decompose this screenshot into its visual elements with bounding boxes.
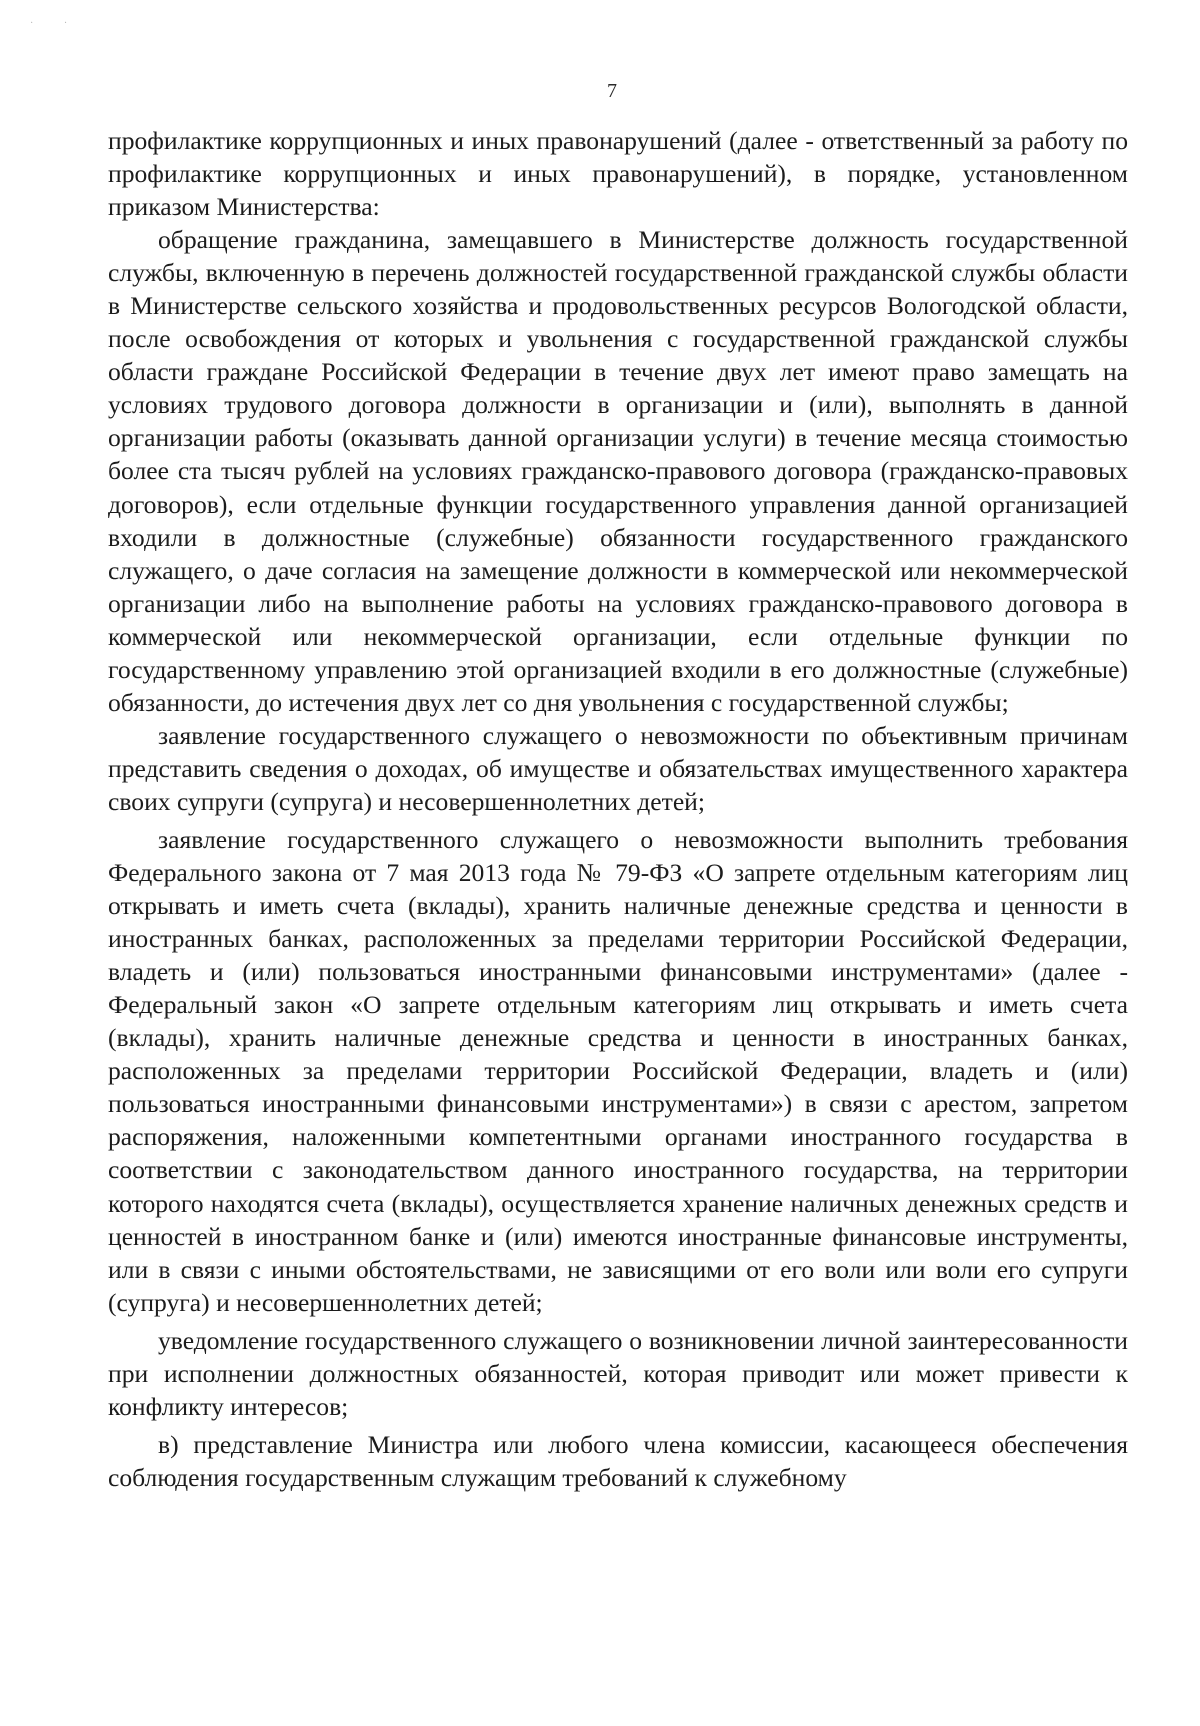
paragraph-citizen-appeal: обращение гражданина, замещавшего в Министерстве должность государственной службы, включенную в перечень должностей государственной гражданской службы области в Министерстве сельского хозяйства и продовольственных ресурсов Вологодской области, после освобождения от которых и увольнения с государственной гражданской службы области граждане Российской Федерации в течение двух лет имеют право замещать на условиях трудового договора должности в организации и (или), выполнять в данной организации работы (оказывать данной организации услуги) в течение месяца стоимостью более ста тысяч рублей на условиях гражданско-правового договора (гражданско-правовых договоров), если отдельные функции государственного управления данной организацией входили в должностные (служебные) обязанности государственного гражданского служащего, о даче согласия на замещение должности в коммерческой или некоммерческой организации либо на выполнение работы на условиях гражданско-правового договора в коммерческой или некоммерческой организации, если отдельные функции по государственному управлению этой организацией входили в его должностные (служебные) обязанности, до истечения двух лет со дня увольнения с государственной службы; (108, 225, 1128, 717)
paragraph-minister-submission: в) представление Министра или любого члена комиссии, касающееся обеспечения соблюдения государственным служащим требований к служебному (108, 1429, 1128, 1492)
paragraph-continuation: профилактике коррупционных и иных правонарушений (далее - ответственный за работу по профилактике коррупционных и иных правонарушений), в порядке, установленном приказом Министерства: (108, 126, 1128, 222)
paragraph-conflict-notice: уведомление государственного служащего о возникновении личной заинтересованности при исполнении должностных обязанностей, которая приводит или может привести к конфликту интересов; (108, 1325, 1128, 1421)
document-body (108, 124, 1128, 1494)
page-number: 7 (607, 80, 617, 102)
scan-artifact: · · (30, 18, 82, 29)
paragraph-foreign-accounts: заявление государственного служащего о невозможности выполнить требования Федерального закона от 7 мая 2013 года № 79-ФЗ «О запрете отдельным категориям лиц открывать и иметь счета (вклады), хранить наличные денежные средства и ценности в иностранных банках, расположенных за пределами территории Российской Федерации, владеть и (или) пользоваться иностранными финансовыми инструментами» (далее - Федеральный закон «О запрете отдельным категориям лиц открывать и иметь счета (вклады), хранить наличные денежные средства и ценности в иностранных банках, расположенных за пределами территории Российской Федерации, владеть и (или) пользоваться иностранными финансовыми инструментами») в связи с арестом, запретом распоряжения, наложенными компетентными органами иностранного государства в соответствии с законодательством данного иностранного государства, на территории которого находятся счета (вклады), осуществляется хранение наличных денежных средств и ценностей в иностранном банке и (или) имеются иностранные финансовые инструменты, или в связи с иными обстоятельствами, не зависящими от его воли или воли его супруги (супруга) и несовершеннолетних детей; (108, 824, 1128, 1317)
paragraph-income-statement: заявление государственного служащего о невозможности по объективным причинам представить сведения о доходах, об имуществе и обязательствах имущественного характера своих супруги (супруга) и несовершеннолетних детей; (108, 720, 1128, 816)
